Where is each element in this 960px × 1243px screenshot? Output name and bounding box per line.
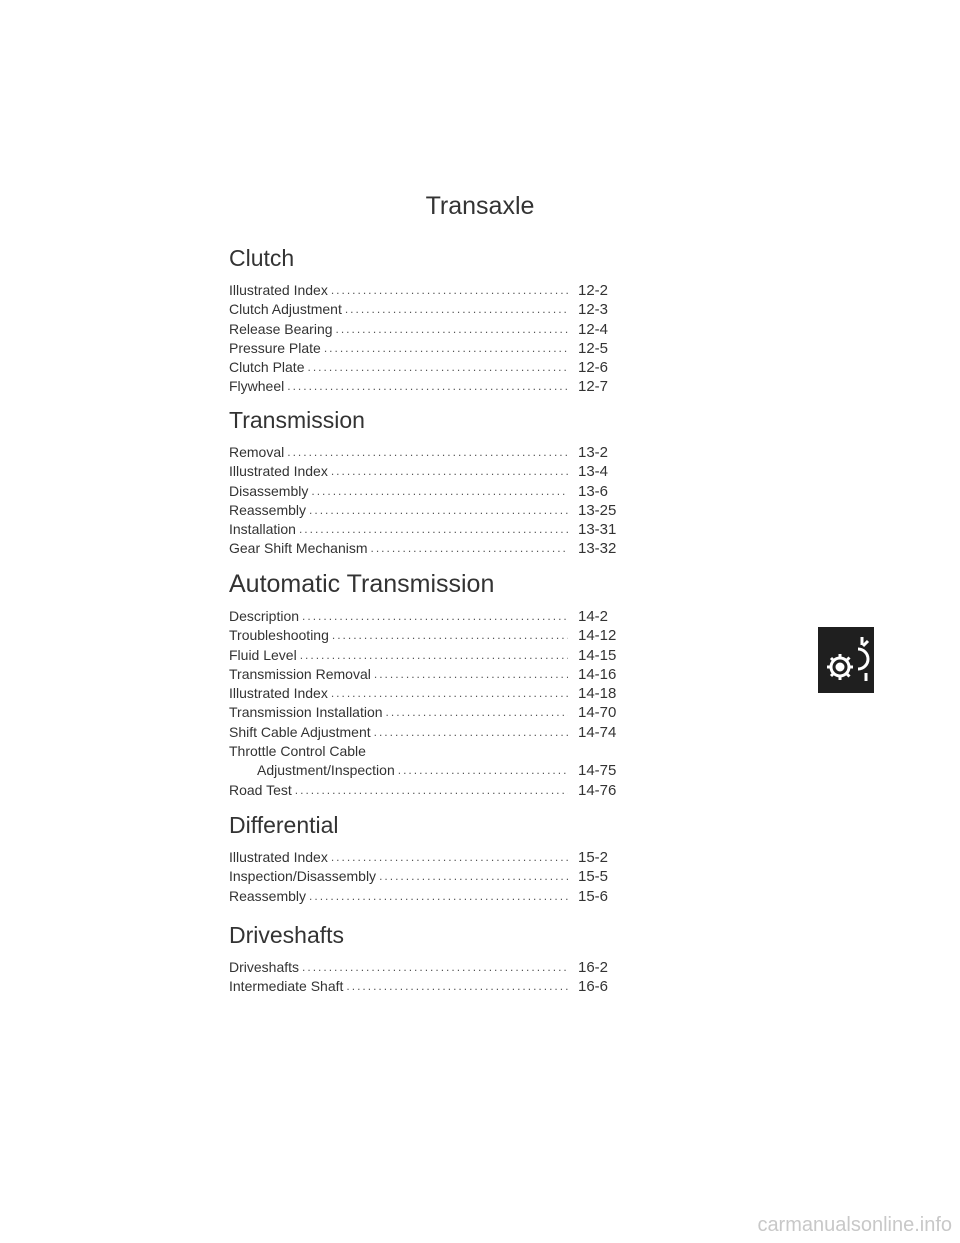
- toc-entry[interactable]: [229, 781, 641, 800]
- leader-dots: [307, 358, 568, 377]
- entry-label: Release Bearing: [229, 320, 333, 337]
- entry-label: Reassembly: [229, 501, 307, 518]
- toc-entry[interactable]: [229, 665, 641, 684]
- toc-entry[interactable]: [229, 703, 641, 722]
- leader-dots: [346, 977, 568, 996]
- entry-label: Intermediate Shaft: [229, 978, 344, 995]
- entry-page: 14-75: [578, 762, 617, 780]
- toc-entry[interactable]: [229, 723, 641, 742]
- toc-entry[interactable]: [229, 684, 641, 703]
- entry-page: 14-2: [578, 608, 609, 625]
- toc-entry[interactable]: [229, 848, 641, 867]
- leader-dots: [287, 377, 568, 396]
- toc-entry[interactable]: [229, 520, 641, 539]
- leader-dots: [336, 320, 568, 339]
- entry-label: Throttle Control Cable: [229, 743, 366, 760]
- entry-page: 14-70: [578, 704, 617, 722]
- section-title: Automatic Transmission: [229, 570, 495, 598]
- toc-entry[interactable]: [229, 300, 641, 319]
- entry-page: 15-2: [578, 849, 609, 866]
- leader-dots: [302, 607, 568, 626]
- toc-entry[interactable]: [229, 501, 641, 520]
- entry-page: 12-4: [578, 320, 609, 338]
- leader-dots: [331, 848, 568, 867]
- toc-entry[interactable]: [229, 281, 641, 300]
- section-title: Differential: [229, 812, 339, 838]
- leader-dots: [331, 462, 568, 481]
- entry-label: Troubleshooting: [229, 627, 329, 644]
- entry-page: 12-3: [578, 301, 609, 319]
- leader-dots: [287, 443, 568, 462]
- entry-page: 12-7: [578, 378, 609, 396]
- entry-label: Pressure Plate: [229, 339, 321, 356]
- toc-entry[interactable]: [229, 646, 641, 665]
- toc-entry[interactable]: [229, 539, 641, 558]
- toc-entry[interactable]: [229, 443, 641, 462]
- toc-entry[interactable]: [229, 339, 641, 358]
- gear-icon: [818, 627, 874, 693]
- toc-entry[interactable]: [229, 462, 641, 481]
- entry-label: Shift Cable Adjustment: [229, 723, 371, 740]
- toc-entry[interactable]: [229, 977, 641, 996]
- entry-label: Driveshafts: [229, 959, 300, 975]
- entry-label: Fluid Level: [229, 646, 297, 663]
- entry-page: 14-74: [578, 723, 617, 741]
- entry-page: 13-4: [578, 463, 609, 481]
- entry-page: 14-76: [578, 781, 617, 799]
- toc-entry[interactable]: [229, 761, 641, 780]
- entry-label: Disassembly: [229, 482, 309, 499]
- leader-dots: [398, 761, 568, 780]
- toc-entry[interactable]: [229, 607, 641, 626]
- watermark-url: carmanualsonline.info: [757, 1214, 952, 1236]
- leader-dots: [311, 482, 568, 501]
- toc-entry[interactable]: [229, 867, 641, 886]
- entry-page: 15-6: [578, 887, 609, 905]
- entry-label: Road Test: [229, 781, 292, 798]
- section-transmission: [229, 406, 641, 559]
- page-title: Transaxle: [425, 192, 535, 220]
- leader-dots: [324, 339, 568, 358]
- leader-dots: [332, 626, 568, 645]
- leader-dots: [309, 501, 568, 520]
- entry-page: 14-18: [578, 685, 617, 703]
- chapter-tab: [818, 627, 874, 693]
- entry-page: 15-5: [578, 868, 609, 886]
- section-clutch: [229, 244, 641, 397]
- leader-dots: [300, 646, 568, 665]
- section-automatic-transmission: [229, 570, 641, 800]
- toc-entry[interactable]: [229, 958, 641, 977]
- toc-entry[interactable]: [229, 358, 641, 377]
- entry-label: Clutch Plate: [229, 359, 305, 376]
- entry-page: 13-32: [578, 540, 617, 558]
- leader-dots: [331, 684, 568, 703]
- leader-dots: [302, 958, 568, 977]
- entry-label: Illustrated Index: [229, 685, 328, 702]
- leader-dots: [345, 300, 568, 319]
- toc-entry[interactable]: [229, 320, 641, 339]
- entry-label: Gear Shift Mechanism: [229, 540, 368, 557]
- leader-dots: [374, 665, 568, 684]
- toc-entry[interactable]: [229, 482, 641, 501]
- toc-entry[interactable]: [229, 742, 641, 761]
- leader-dots: [371, 539, 569, 558]
- entry-label: Flywheel: [229, 378, 285, 395]
- leader-dots: [379, 867, 568, 886]
- section-title: Clutch: [229, 245, 295, 271]
- entry-page: 14-15: [578, 646, 617, 664]
- entry-label: Reassembly: [229, 887, 307, 904]
- leader-dots: [295, 781, 568, 800]
- toc-entry[interactable]: [229, 887, 641, 906]
- entry-page: 14-12: [578, 627, 617, 645]
- entry-label: Adjustment/Inspection: [257, 762, 395, 779]
- entry-label: Removal: [229, 444, 285, 460]
- section-title: Transmission: [229, 407, 365, 433]
- leader-dots: [309, 887, 568, 906]
- entry-page: 13-25: [578, 501, 617, 519]
- entry-page: 14-16: [578, 665, 617, 683]
- entry-label: Illustrated Index: [229, 849, 328, 865]
- entry-label: Installation: [229, 521, 296, 538]
- entry-label: Description: [229, 608, 300, 624]
- entry-page: 16-2: [578, 959, 609, 976]
- leader-dots: [374, 723, 568, 742]
- section-differential: [229, 811, 641, 906]
- entry-page: 12-6: [578, 359, 609, 377]
- toc-entry[interactable]: [229, 377, 641, 396]
- entry-page: 16-6: [578, 978, 609, 996]
- entry-label: Transmission Installation: [229, 704, 383, 721]
- leader-dots: [331, 281, 568, 300]
- leader-dots: [299, 520, 568, 539]
- entry-page: 12-5: [578, 339, 609, 357]
- toc-entry[interactable]: [229, 626, 641, 645]
- entry-label: Inspection/Disassembly: [229, 868, 377, 885]
- entry-label: Illustrated Index: [229, 282, 328, 298]
- leader-dots: [386, 703, 568, 722]
- section-driveshafts: [229, 921, 641, 997]
- entry-page: 12-2: [578, 282, 609, 299]
- entry-page: 13-6: [578, 482, 609, 500]
- section-title: Driveshafts: [229, 922, 345, 948]
- entry-label: Transmission Removal: [229, 665, 371, 682]
- entry-page: 13-2: [578, 444, 609, 461]
- entry-label: Illustrated Index: [229, 463, 328, 480]
- entry-label: Clutch Adjustment: [229, 301, 342, 318]
- entry-page: 13-31: [578, 521, 617, 539]
